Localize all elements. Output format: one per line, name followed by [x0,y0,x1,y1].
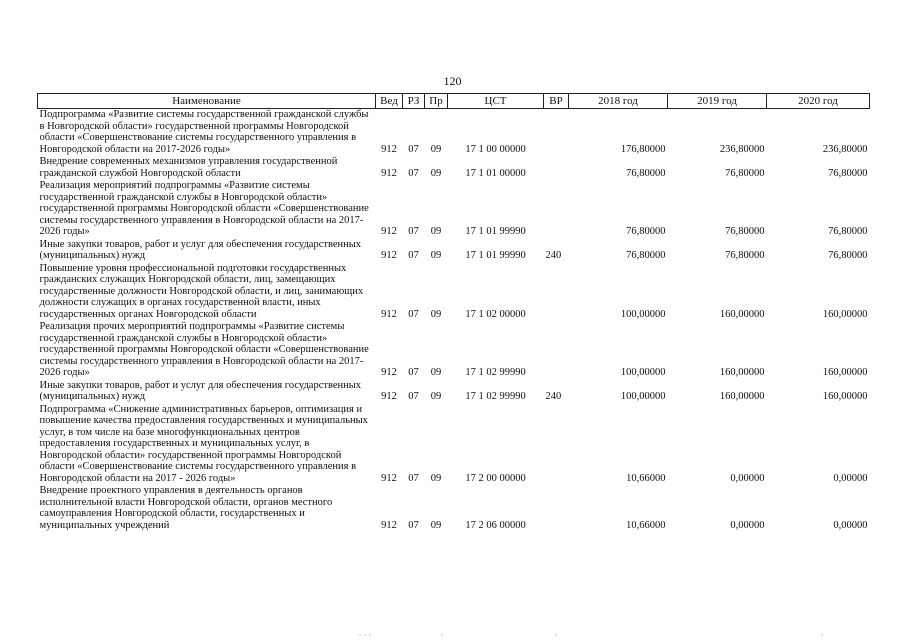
cell-rz: 07 [408,167,419,179]
table-body [38,109,870,533]
cell-ved: 912 [381,367,397,378]
cell-pr: 09 [430,250,442,261]
cell-name: Внедрение современных механизмов управления государственной гражданской службой Новгородской области [39,156,338,179]
cell-ved: 912 [381,167,397,179]
header-vr: ВР [544,94,569,109]
cell-2018: 10,66000 [626,472,666,484]
page-number: 120 [443,74,462,88]
header-ved: Вед [376,94,403,109]
cell-2020: 76,80000 [828,226,868,237]
cell-vr [544,156,569,180]
cell-vr: 240 [545,250,562,261]
table-row [38,109,870,157]
cell-2018: 10,66000 [626,519,666,531]
cell-ved: 912 [381,226,397,237]
cell-pr: 09 [430,519,442,531]
table-row [38,404,870,486]
cell-name: Подпрограмма «Развитие системы государственной гражданской службы в Новгородской области» государственной программы Новгородской области «Совершенствование системы государственного управления в Новгородской области на 2017-2026 годы» [39,109,369,155]
cell-vr: 240 [545,391,562,402]
table-row [38,321,870,380]
cell-vr [544,109,569,157]
table-row [38,180,870,239]
cell-name: Реализация прочих мероприятий подпрограммы «Развитие системы государственной гражданской службы в Новгородской области» государственной программы Новгородской области «Совершенствование системы государственного управления в Новгородской области на 2017-2026 годы» [39,321,369,378]
cell-rz: 07 [408,472,419,484]
cell-name: Повышение уровня профессиональной подготовки государственных гражданских служащих Новгородской области, лиц, замещающих государственные должности Новгородской области, и лиц, занимающих должности служащих в органах государственной власти, иных государственных органах Новгородской области [39,262,364,320]
cell-cst: 17 1 02 99990 [465,367,526,378]
cell-vr [544,180,569,239]
cell-2019: 160,00000 [719,391,765,402]
header-2020: 2020 год [767,94,870,109]
cell-vr [544,321,569,380]
header-pr: Пр [425,94,448,109]
cell-2018: 76,80000 [626,250,666,261]
table-row [38,156,870,180]
cell-rz: 07 [408,308,419,320]
cell-ved: 912 [381,391,397,402]
cell-2019: 0,00000 [730,519,765,531]
cell-2020: 160,00000 [822,308,868,320]
table-header-row [38,94,870,109]
cell-ved: 912 [381,250,397,261]
cell-name: Иные закупки товаров, работ и услуг для обеспечения государственных (муниципальных) нужд [39,379,362,402]
budget-table [37,93,870,532]
cell-rz: 07 [408,226,419,237]
cell-cst: 17 1 00 00000 [465,143,526,155]
cell-vr [544,404,569,486]
cell-2018: 100,00000 [620,391,666,402]
cell-vr [544,485,569,532]
cell-2020: 0,00000 [833,472,868,484]
cell-ved: 912 [381,143,397,155]
cell-pr: 09 [430,308,442,320]
cell-2018: 76,80000 [626,167,666,179]
cell-name: Подпрограмма «Снижение административных барьеров, оптимизация и повышение качества предоставления государственных и муниципальных услуг, в том числе на базе многофункциональных центров предоставления государственных и муниципальных услуг, в Новгородской области» государственной программы Новгородской области «Совершенствование системы государственного управления в Новгородской области на 2017 - 2026 годы» [39,403,368,484]
cell-2018: 76,80000 [626,226,666,237]
cell-pr: 09 [430,367,442,378]
cell-2019: 160,00000 [719,308,765,320]
cell-2018: 176,80000 [620,143,666,155]
header-cst: ЦСТ [448,94,544,109]
cell-cst: 17 1 01 00000 [465,167,526,179]
cell-2018: 100,00000 [620,308,666,320]
header-rz: РЗ [403,94,425,109]
cell-2020: 76,80000 [828,167,868,179]
cell-2020: 236,80000 [822,143,868,155]
cell-2020: 160,00000 [822,367,868,378]
cell-name: Реализация мероприятий подпрограммы «Развитие системы государственной гражданской службы в Новгородской области» государственной программы Новгородской области «Совершенствование системы государственного управления в Новгородской области на 2017-2026 годы» [39,180,369,237]
cell-name: Внедрение проектного управления в деятельность органов исполнительной власти Новгородской области, органов местного самоуправления Новгородской области, государственных и муниципальных учреждений [39,485,333,531]
header-name: Наименование [38,94,376,109]
cell-rz: 07 [408,367,419,378]
cell-2019: 160,00000 [719,367,765,378]
cell-rz: 07 [408,143,419,155]
cell-2020: 160,00000 [822,391,868,402]
cell-ved: 912 [381,472,397,484]
header-2018: 2018 год [569,94,668,109]
cell-rz: 07 [408,519,419,531]
cell-pr: 09 [430,391,442,402]
cell-2019: 76,80000 [725,226,765,237]
cell-rz: 07 [408,250,419,261]
cell-2019: 76,80000 [725,250,765,261]
cell-2019: 236,80000 [719,143,765,155]
cell-cst: 17 1 01 99990 [465,226,526,237]
cell-pr: 09 [430,143,442,155]
cell-pr: 09 [430,167,442,179]
table-row [38,263,870,322]
cell-2020: 0,00000 [833,519,868,531]
table-row [38,239,870,263]
cell-vr [544,263,569,322]
cell-ved: 912 [381,308,397,320]
cell-pr: 09 [430,226,442,237]
cell-cst: 17 2 00 00000 [465,472,526,484]
cell-cst: 17 1 02 99990 [465,391,526,402]
cell-pr: 09 [430,472,442,484]
cell-cst: 17 1 01 99990 [465,250,526,261]
cell-cst: 17 1 02 00000 [465,308,526,320]
cell-2020: 76,80000 [828,250,868,261]
cell-name: Иные закупки товаров, работ и услуг для обеспечения государственных (муниципальных) нужд [39,238,362,261]
cell-cst: 17 2 06 00000 [465,519,526,531]
cell-ved: 912 [381,519,397,531]
header-2019: 2019 год [668,94,767,109]
cell-2018: 100,00000 [620,367,666,378]
cell-2019: 0,00000 [730,472,765,484]
scan-specks [0,632,905,640]
table-row [38,485,870,532]
cell-rz: 07 [408,391,419,402]
cell-2019: 76,80000 [725,167,765,179]
table-row [38,380,870,404]
